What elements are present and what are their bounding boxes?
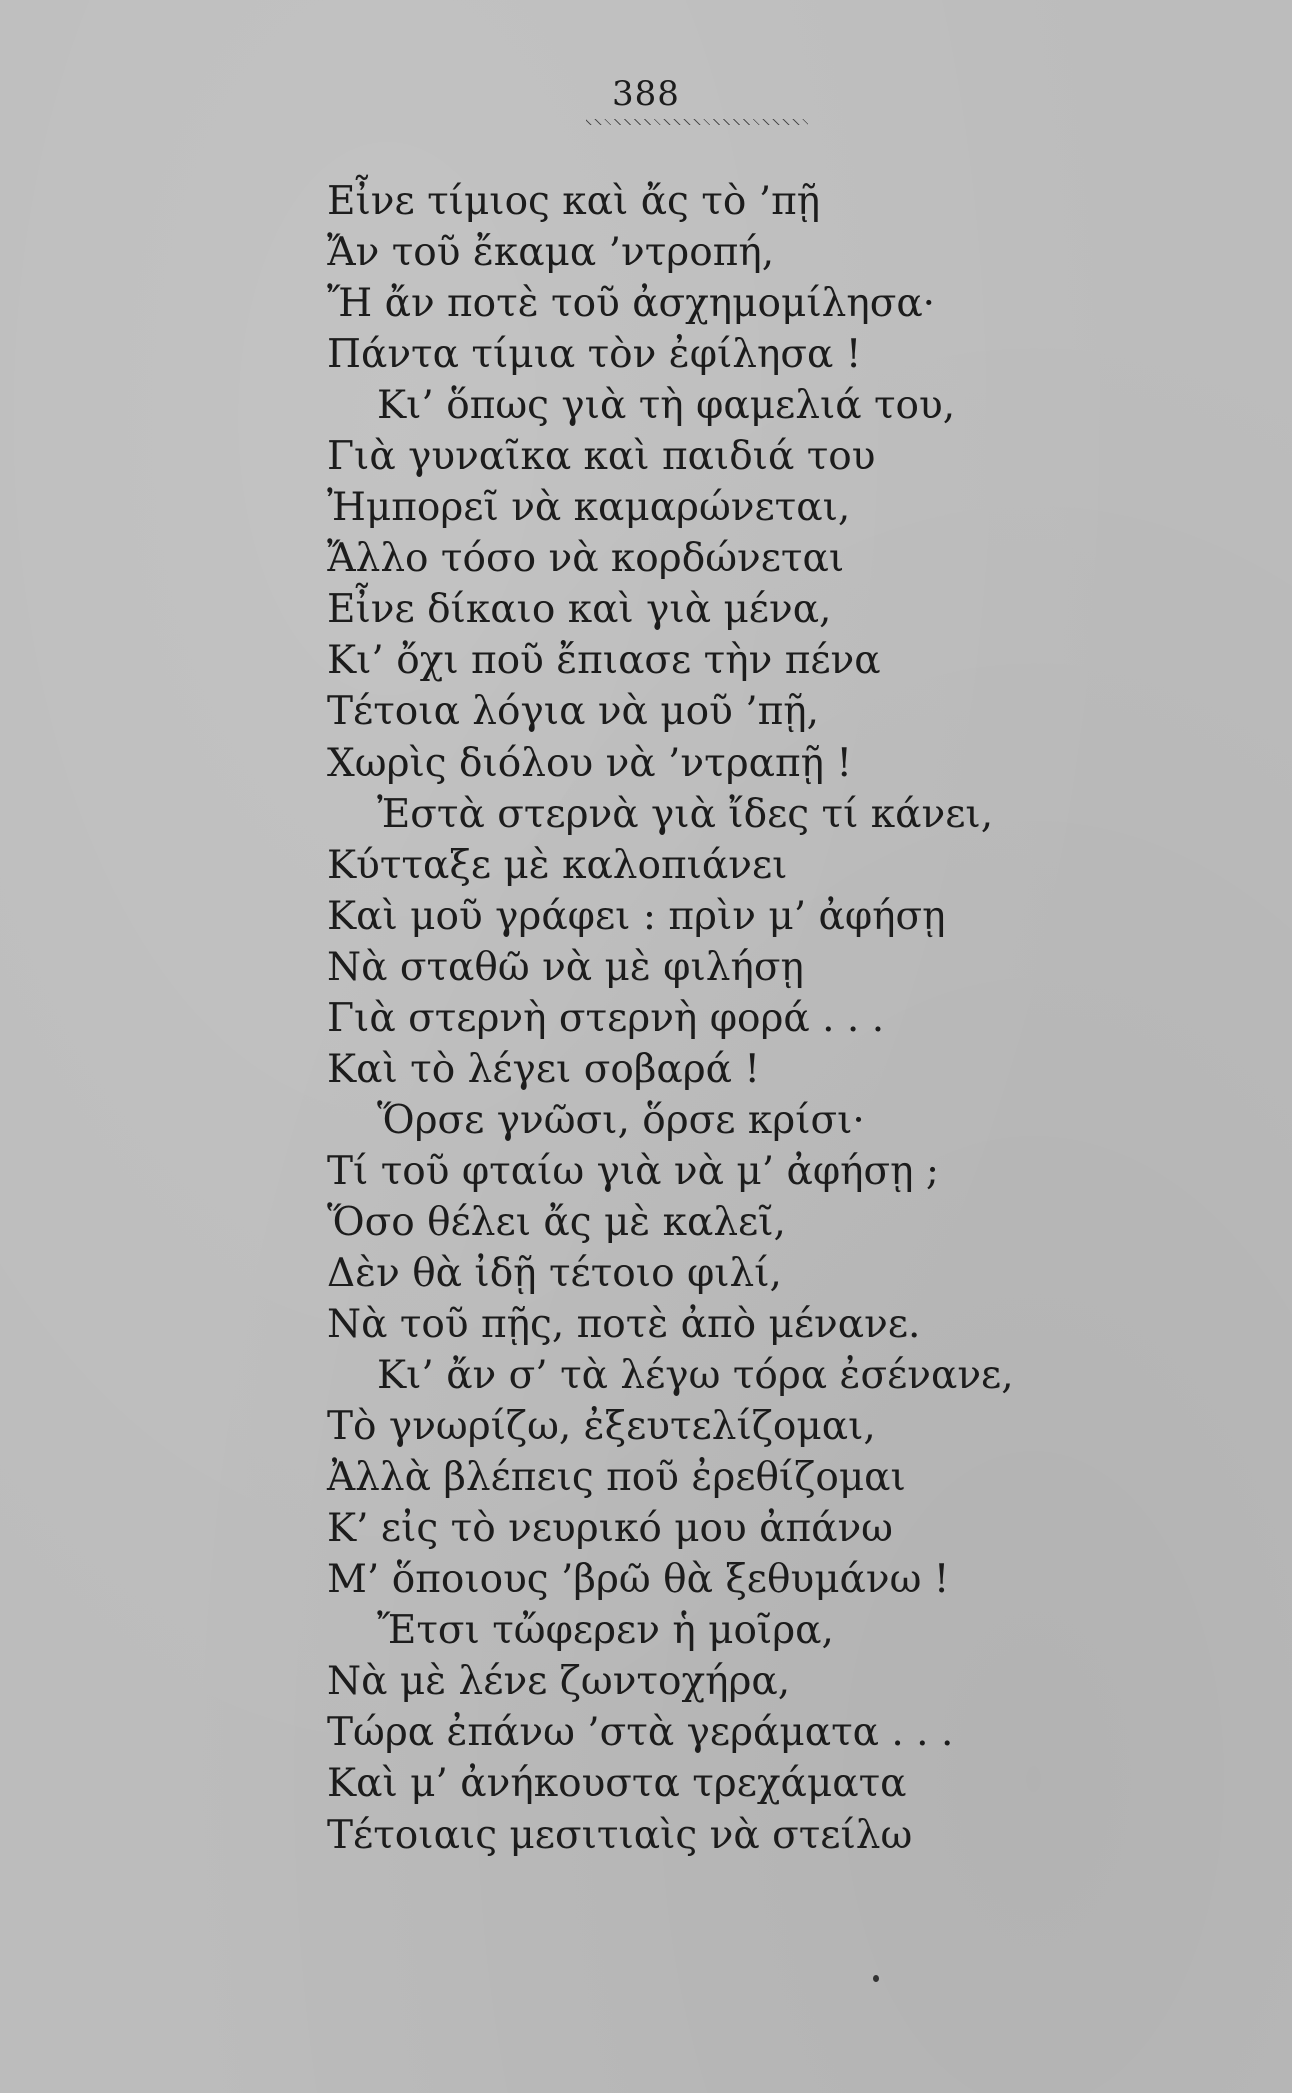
poem-text: [327, 176, 1127, 1861]
verse-line: Ἀλλὰ βλέπεις ποῦ ἐρεθίζομαι: [327, 1455, 906, 1501]
verse-line: Χωρὶς διόλου νὰ ’ντραπῇ !: [327, 740, 853, 786]
verse-line: Τέτοιαις μεσιτιαὶς νὰ στείλω: [327, 1812, 913, 1858]
verse-line: Τὸ γνωρίζω, ἐξευτελίζομαι,: [327, 1404, 876, 1450]
verse-line: Τώρα ἐπάνω ’στὰ γεράματα . . .: [327, 1710, 954, 1756]
verse-line: Γιὰ στερνὴ στερνὴ φορά . . .: [327, 995, 885, 1041]
verse-line: Δὲν θὰ ἰδῇ τέτοιο φιλί,: [327, 1250, 782, 1296]
verse-line: Νὰ σταθῶ νὰ μὲ φιλήσῃ: [327, 944, 804, 990]
verse-line: Ἐστὰ στερνὰ γιὰ ἴδες τί κάνει,: [377, 791, 994, 837]
verse-line: Μ’ ὅποιους ’βρῶ θὰ ξεθυμάνω !: [327, 1557, 950, 1603]
verse-line: Εἶνε τίμιος καὶ ἄς τὸ ’πῇ: [327, 179, 821, 224]
verse-line: Καὶ τὸ λέγει σοβαρά !: [327, 1046, 761, 1092]
verse-line: Πάντα τίμια τὸν ἐφίλησα !: [327, 332, 862, 378]
verse-line: Ἄλλο τόσο νὰ κορδώνεται: [327, 536, 845, 582]
verse-line: Καὶ μ’ ἀνήκουστα τρεχάματα: [327, 1761, 907, 1807]
verse-line: Ἤ ἄν ποτὲ τοῦ ἀσχημομίλησα·: [327, 281, 936, 327]
verse-line: Κ’ εἰς τὸ νευρικό μου ἀπάνω: [327, 1506, 893, 1552]
verse-line: Κι’ ὅπως γιὰ τὴ φαμελιά του,: [377, 383, 956, 429]
verse-line: Νὰ μὲ λένε ζωντοχήρα,: [327, 1659, 791, 1705]
verse-line: Καὶ μοῦ γράφει : πρὶν μ’ ἀφήσῃ: [327, 893, 946, 939]
verse-line: Τί τοῦ φταίω γιὰ νὰ μ’ ἀφήσῃ ;: [327, 1148, 940, 1194]
verse-line: Νὰ τοῦ πῇς, ποτὲ ἀπὸ μένανε.: [327, 1302, 921, 1348]
verse-line: Γιὰ γυναῖκα καὶ παιδιά του: [327, 434, 876, 480]
verse-line: Ὅσο θέλει ἄς μὲ καλεῖ,: [327, 1199, 786, 1245]
verse-line: Εἶνε δίκαιο καὶ γιὰ μένα,: [327, 587, 832, 633]
verse-line: Ἠμπορεῖ νὰ καμαρώνεται,: [327, 485, 851, 531]
verse-line: Ἄν τοῦ ἔκαμα ’ντροπή,: [327, 230, 775, 276]
verse-line: Ἔτσι τὤφερεν ἡ μοῖρα,: [377, 1608, 834, 1654]
print-speck: [873, 1975, 879, 1982]
page-number-underline: [586, 119, 808, 125]
verse-line: Τέτοια λόγια νὰ μοῦ ’πῇ,: [327, 689, 819, 735]
page-number: 388: [612, 74, 680, 114]
verse-line: Ὅρσε γνῶσι, ὅρσε κρίσι·: [377, 1097, 865, 1143]
verse-line: Κι’ ὄχι ποῦ ἔπιασε τὴν πένα: [327, 638, 881, 684]
verse-line: Κύτταξε μὲ καλοπιάνει: [327, 842, 788, 888]
verse-line: Κι’ ἄν σ’ τὰ λέγω τόρα ἐσένανε,: [377, 1353, 1014, 1399]
